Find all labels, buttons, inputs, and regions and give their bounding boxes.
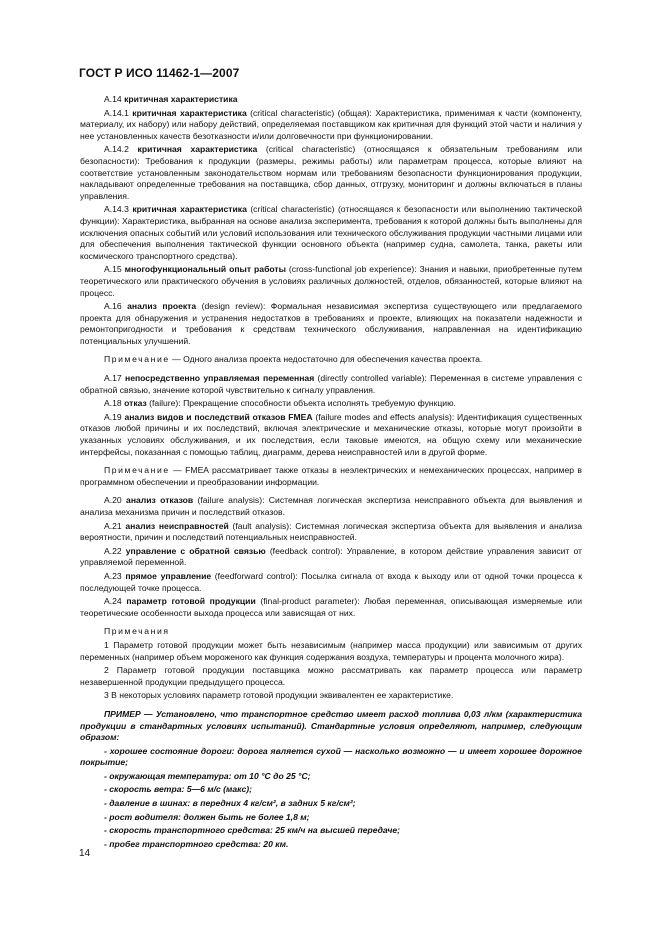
clause-number: А.14.1	[104, 107, 129, 118]
note-label: Примечание	[104, 354, 170, 365]
clause-number: А.21	[104, 520, 122, 531]
note-fmea	[80, 465, 582, 488]
clause-term: многофункциональный опыт работы	[124, 264, 286, 275]
clause-a23	[80, 571, 582, 594]
document-header: ГОСТ Р ИСО 11462-1—2007	[79, 66, 240, 80]
page-number: 14	[79, 848, 91, 859]
clause-a14-1	[80, 108, 582, 143]
clause-number: А.19	[104, 411, 122, 422]
example-item: - скорость транспортного средства: 25 км/ч на высшей передаче;	[104, 825, 401, 836]
note-item: 1 Параметр готовой продукции может быть независимым (например масса продукции) или зависимым от других переменных (например объем мороженого как функция содержания воздуха, температуры и процента молочного жира).	[80, 639, 582, 662]
clause-number: А.16	[104, 301, 122, 312]
clause-text: (critical characteristic) (относящаяся к безопасности или выполнению тактической функции): Характеристика, выбранная на основе анализа эксперимента, требования к которой должны быть выполнены для исключения опасных событий или условий использования или технического обслуживания продукции частными лицами или для обеспечения выполнения тактической функции основного объекта (например судна, самолета, танка, ракеты или космического транспортного средства).	[80, 204, 582, 261]
note-label: Примечание	[104, 465, 170, 476]
clause-number: А.24	[104, 596, 122, 607]
clause-term: анализ отказов	[126, 495, 194, 506]
clause-a17	[80, 373, 582, 396]
clause-a16	[80, 301, 582, 347]
note-design-review	[80, 354, 582, 366]
example-intro	[80, 709, 582, 744]
clause-number: А.14.3	[104, 204, 129, 215]
example-item: - давление в шинах: в передних 4 кг/см², в задних 5 кг/см²;	[104, 798, 356, 809]
note-text: — FMEA рассматривает также отказы в неэлектрических и немеханических процессах, например в программном обеспечении и преобразовании информации.	[80, 465, 582, 487]
clause-number: А.20	[104, 495, 122, 506]
clause-term: критичная характеристика	[132, 107, 247, 118]
clause-text: (critical characteristic) (относящаяся к обязательным требованиям или безопасности): Требования к продукции (размеры, режимы работы) или параметрам процесса, которые влияют на соответствие установленным законодательством нормам или требованиям безопасности функционирования продукции, накладывают определенные требования на поставщика, сбор данных, отгрузку, мониторинг и должны включаться в планы управления.	[80, 144, 582, 201]
clause-number: А.17	[104, 373, 122, 384]
example-text: — Установлено, что транспортное средство имеет расход топлива 0,03 л/км (характеристика продукции в стандартных условиях испытаний). Стандартные условия определяют, например, следующим образом:	[80, 708, 582, 743]
example-item: - пробег транспортного средства: 20 км.	[104, 838, 289, 849]
clause-term: критичная характеристика	[124, 94, 238, 104]
clause-text: (failure analysis): Системная логическая экспертиза неисправного объекта для выявления и анализа механизма причин и последствий отказов.	[80, 495, 582, 517]
clause-term: критичная характеристика	[137, 144, 258, 155]
clause-text: (cross-functional job experience): Знания и навыки, приобретенные путем теоретического или практического обучения в условиях различных должностей, отделов, обязанностей, которые влияют на процесс.	[80, 264, 582, 298]
clause-term: анализ проекта	[127, 301, 197, 312]
clause-term: управление с обратной связью	[125, 545, 266, 556]
clause-a19	[80, 412, 582, 458]
clause-a15	[80, 264, 582, 299]
clause-a24	[80, 596, 582, 619]
clause-text: (critical characteristic) (общая): Характеристика, применимая к части (компоненту, материалу, их набору) или набору действий, определяемая поставщиком как критичная для функций этой части и наличия у нее установленных качеств безотказности и/или долговечности при функционировании.	[80, 107, 583, 141]
clause-text: (final-product parameter): Любая переменная, описывающая измеряемые или теоретические особенности выхода процесса или зависящая от них.	[80, 596, 582, 618]
clause-text: (directly controlled variable): Переменная в системе управления с обратной связью, значение которой чувствительно к сигналу управления.	[80, 373, 583, 395]
clause-number: А.14	[104, 94, 122, 104]
clause-term: анализ неисправностей	[125, 520, 229, 531]
clause-term: анализ видов и последствий отказов FMEA	[124, 411, 313, 422]
clause-number: А.18	[104, 398, 122, 409]
example-item: - хорошее состояние дороги: дорога является сухой — насколько возможно — и имеет хорошее дорожное покрытие;	[80, 745, 583, 768]
clause-number: А.15	[104, 264, 122, 275]
document-body	[80, 94, 582, 852]
note-item: 3 В некоторых условиях параметр готовой продукции эквивалентен ее характеристике.	[104, 690, 454, 701]
example-label: ПРИМЕР	[104, 708, 141, 719]
clause-a14	[80, 94, 582, 106]
note-item: 2 Параметр готовой продукции поставщика можно рассматривать как параметр процесса или параметр незавершенной продукции предыдущего процесса.	[80, 665, 582, 687]
note-text: — Одного анализа проекта недостаточно для обеспечения качества проекта.	[169, 354, 483, 365]
clause-text: (failure modes and effects analysis): Идентификация существенных отказов любой причины и их последствий, включая электрические и механические отказы, которые могут произойти в указанных условиях обслуживания, и их последствия, если таковые имеются, на общую схему или механические интерфейсы, показанная с помощью таблиц, диаграмм, дерева неисправностей или в другой форме.	[80, 411, 583, 457]
clause-a22	[80, 546, 582, 569]
clause-a21	[80, 521, 582, 544]
clause-text: (feedback control): Управление, в котором действие управления зависит от управляемой переменной.	[80, 545, 582, 568]
example-item: - скорость ветра: 5—6 м/с (макс);	[104, 784, 253, 795]
clause-term: параметр готовой продукции	[126, 596, 256, 607]
clause-term: непосредственно управляемая переменная	[125, 373, 315, 384]
clause-term: отказ	[124, 398, 147, 409]
clause-text: (feedforward control): Посылка сигнала от входа к выходу или от одной точки процесса к последующей точке процесса.	[80, 570, 582, 593]
clause-term: критичная характеристика	[132, 204, 247, 215]
clause-text: (design review): Формальная независимая экспертиза существующего или предлагаемого проекта для обнаружения и устранения недостатков в требованиях и проекте, влияющих на показатели надежности и ремонтопригодности и требования к средствам технического обслуживания, направленная на идентификацию потенциальных улучшений.	[80, 301, 582, 346]
example-item: - окружающая температура: от 10 °С до 25 °С;	[104, 770, 311, 781]
clause-number: А.22	[104, 545, 122, 556]
clause-number: А.14.2	[104, 144, 129, 155]
clause-term: прямое управление	[125, 570, 212, 581]
clause-a14-3	[80, 204, 582, 262]
clause-text: (failure): Прекращение способности объекта исполнять требуемую функцию.	[146, 398, 456, 409]
clause-a18	[80, 398, 582, 410]
clause-a14-2	[80, 144, 582, 202]
example-item: - рост водителя: должен быть не более 1,8 м;	[104, 811, 310, 822]
clause-a20	[80, 495, 582, 518]
notes-heading: Примечания	[104, 626, 170, 637]
clause-text: (fault analysis): Системная логическая экспертиза объекта для выявления и анализа вероятности, причин и последствий потенциальных неисправностей.	[80, 520, 582, 543]
clause-number: А.23	[104, 570, 122, 581]
